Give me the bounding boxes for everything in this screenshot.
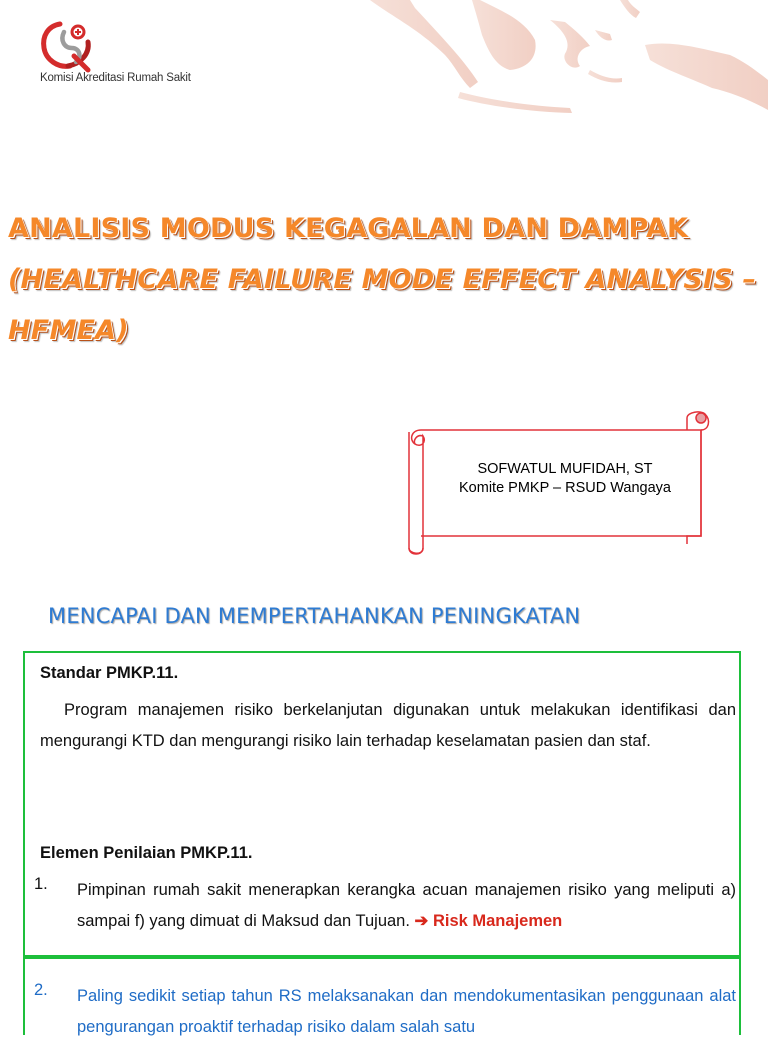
- list-item: [77, 875, 736, 963]
- content-slide: [0, 585, 768, 1036]
- standard-text: Program manajemen risiko berkelanjutan digunakan untuk melakukan identifikasi dan mengurangi KTD dan mengurangi risiko lain terhadap keselamatan pasien dan staf.: [40, 701, 736, 750]
- kars-logo-icon: [38, 18, 98, 74]
- item-number: 2.: [34, 981, 48, 999]
- indonesia-map-graphic: [360, 0, 768, 120]
- presenter-name: SOFWATUL MUFIDAH, ST: [477, 461, 653, 477]
- organization-name: Komisi Akreditasi Rumah Sakit: [40, 72, 191, 84]
- title-line-1: ANALISIS MODUS KEGAGALAN DAN DAMPAK: [8, 213, 689, 244]
- item-text: Pimpinan rumah sakit menerapkan kerangka acuan manajemen risiko yang meliputi a) sampai f) yang dimuat di Maksud dan Tujuan.: [77, 881, 736, 930]
- arrow-right-icon: ➔: [414, 912, 429, 930]
- slide-title: [8, 203, 758, 356]
- elements-heading: Elemen Penilaian PMKP.11.: [40, 844, 253, 862]
- presenter-affiliation: Komite PMKP – RSUD Wangaya: [459, 480, 671, 496]
- title-line-3: HFMEA): [8, 315, 129, 346]
- list-item: Paling sedikit setiap tahun RS melaksanakan dan mendokumentasikan penggunaan alat pengurangan proaktif terhadap risiko dalam salah satu: [77, 987, 736, 1036]
- slide-heading: MENCAPAI DAN MEMPERTAHANKAN PENINGKATAN: [48, 604, 581, 628]
- item-number: 1.: [34, 875, 48, 893]
- item-highlight: Risk Manajemen: [432, 912, 563, 930]
- title-line-2: (HEALTHCARE FAILURE MODE EFFECT ANALYSIS –: [8, 264, 757, 295]
- standard-heading: Standar PMKP.11.: [40, 664, 179, 682]
- presenter-info: [425, 460, 705, 498]
